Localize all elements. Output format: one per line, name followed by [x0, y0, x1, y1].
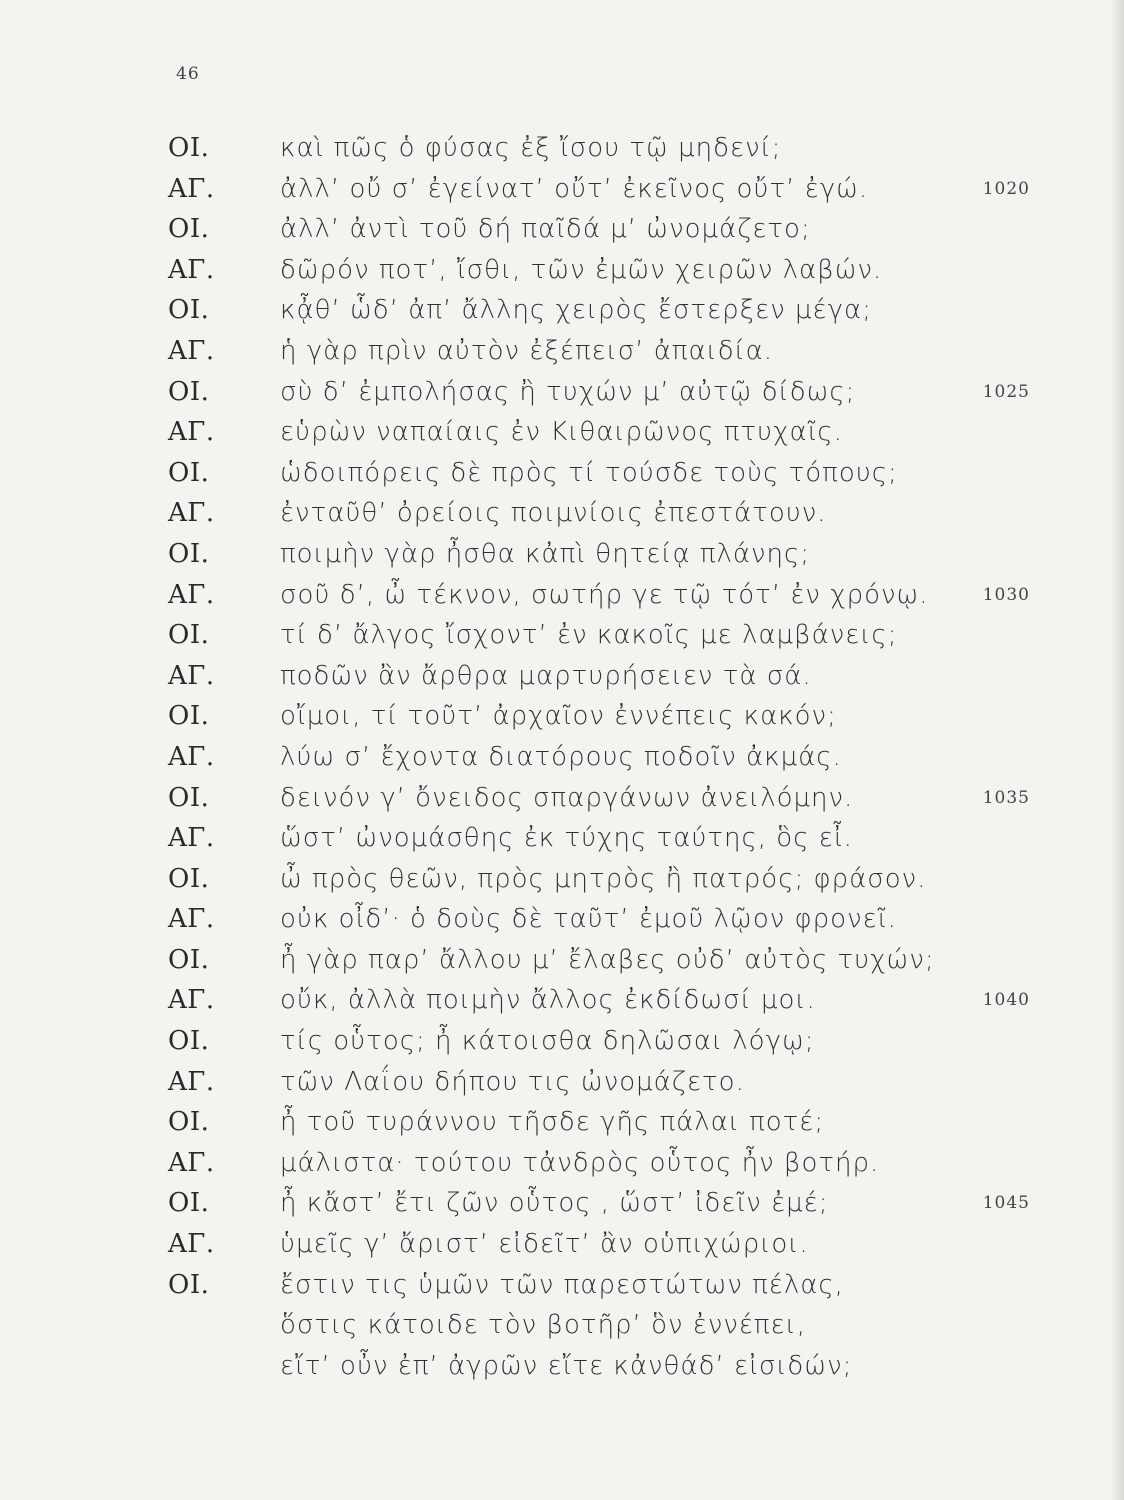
verse-line: [0, 822, 1124, 863]
speaker-label: ΑΓ.: [168, 1066, 215, 1097]
verse-text: λύω σ’ ἔχοντα διατόρους ποδοῖν ἀκμάς.: [280, 741, 842, 772]
verse-line: [0, 863, 1124, 904]
verse-line: [0, 1025, 1124, 1066]
speaker-label: ΟΙ.: [168, 214, 210, 245]
verse-line: [0, 457, 1124, 498]
page-edge-shadow: [1110, 0, 1124, 1500]
verse-line: [0, 619, 1124, 660]
verse-text: ἦ τοῦ τυράννου τῆσδε γῆς πάλαι ποτέ;: [280, 1107, 825, 1138]
verse-text: ἦ κἄστ’ ἔτι ζῶν οὗτος , ὥστ’ ἰδεῖν ἐμέ;: [280, 1188, 829, 1219]
speaker-label: ΟΙ.: [168, 295, 210, 326]
speaker-label: ΟΙ.: [168, 1188, 210, 1219]
verse-line: [0, 1228, 1124, 1269]
verse-line: [0, 660, 1124, 701]
speaker-label: ΑΓ.: [168, 417, 215, 448]
verse-text: ποιμὴν γὰρ ἦσθα κἀπὶ θητείᾳ πλάνης;: [280, 538, 811, 569]
verse-line: [0, 1350, 1124, 1391]
speaker-label: ΑΓ.: [168, 985, 215, 1016]
verse-line: [0, 741, 1124, 782]
speaker-label: ΑΓ.: [168, 579, 215, 610]
verse-line: [0, 294, 1124, 335]
speaker-label: ΟΙ.: [168, 782, 210, 813]
verse-line: [0, 782, 1124, 823]
verse-text: σοῦ δ’, ὦ τέκνον, σωτήρ γε τῷ τότ’ ἐν χρόνῳ.: [280, 579, 929, 610]
verse-line: [0, 700, 1124, 741]
speaker-label: ΑΓ.: [168, 173, 215, 204]
speaker-label: ΟΙ.: [168, 701, 210, 732]
verse-text: ὦ πρὸς θεῶν, πρὸς μητρὸς ἢ πατρός; φράσον.: [280, 863, 927, 894]
verse-line: [0, 254, 1124, 295]
verse-line: [0, 335, 1124, 376]
line-number: 1040: [982, 990, 1030, 1011]
verse-text: τίς οὗτος; ἦ κάτοισθα δηλῶσαι λόγῳ;: [280, 1026, 815, 1057]
verse-text: οἴμοι, τί τοῦτ’ ἀρχαῖον ἐννέπεις κακόν;: [280, 701, 837, 732]
speaker-label: ΑΓ.: [168, 660, 215, 691]
verse-line: [0, 538, 1124, 579]
verse-text: εὑρὼν ναπαίαις ἐν Κιθαιρῶνος πτυχαῖς.: [280, 417, 843, 448]
verse-line: [0, 1187, 1124, 1228]
verse-text: ἔστιν τις ὑμῶν τῶν παρεστώτων πέλας,: [280, 1269, 844, 1300]
verse-block: [0, 132, 1124, 1390]
verse-text: ὅστις κάτοιδε τὸν βοτῆρ’ ὃν ἐννέπει,: [280, 1310, 806, 1341]
line-number: 1030: [982, 584, 1030, 605]
speaker-label: ΟΙ.: [168, 1026, 210, 1057]
speaker-label: ΟΙ.: [168, 1269, 210, 1300]
speaker-label: ΟΙ.: [168, 376, 210, 407]
speaker-label: ΟΙ.: [168, 133, 210, 163]
verse-text: ὡδοιπόρεις δὲ πρὸς τί τούσδε τοὺς τόπους;: [280, 457, 898, 488]
verse-text: ἐνταῦθ’ ὀρείοις ποιμνίοις ἐπεστάτουν.: [280, 498, 827, 529]
verse-text: ὥστ’ ὠνομάσθης ἐκ τύχης ταύτης, ὃς εἶ.: [280, 823, 853, 854]
verse-text: οὔκ, ἀλλὰ ποιμὴν ἄλλος ἐκδίδωσί μοι.: [280, 985, 816, 1016]
speaker-label: ΟΙ.: [168, 457, 210, 488]
verse-line: [0, 376, 1124, 417]
verse-text: κᾆθ’ ὧδ’ ἀπ’ ἄλλης χειρὸς ἔστερξεν μέγα;: [280, 295, 872, 326]
speaker-label: ΑΓ.: [168, 498, 215, 529]
verse-text: ἀλλ’ οὔ σ’ ἐγείνατ’ οὔτ’ ἐκεῖνος οὔτ’ ἐγώ.: [280, 173, 869, 204]
verse-line: [0, 213, 1124, 254]
verse-line: [0, 1106, 1124, 1147]
speaker-label: ΟΙ.: [168, 944, 210, 975]
verse-text: τῶν Λαΐου δήπου τις ὠνομάζετο.: [280, 1066, 745, 1097]
verse-line: [0, 497, 1124, 538]
page-number: 46: [176, 64, 200, 84]
verse-text: ἡ γὰρ πρὶν αὐτὸν ἐξέπεισ’ ἀπαιδία.: [280, 335, 774, 366]
speaker-label: ΟΙ.: [168, 620, 210, 651]
verse-line: [0, 903, 1124, 944]
line-number: 1025: [982, 381, 1030, 402]
verse-text: ἦ γὰρ παρ’ ἄλλου μ’ ἔλαβες οὐδ’ αὐτὸς τυχών;: [280, 944, 935, 975]
verse-line: [0, 1309, 1124, 1350]
verse-line: [0, 984, 1124, 1025]
verse-line: [0, 416, 1124, 457]
verse-text: δεινόν γ’ ὄνειδος σπαργάνων ἀνειλόμην.: [280, 782, 854, 813]
speaker-label: ΟΙ.: [168, 1107, 210, 1138]
verse-line: [0, 1066, 1124, 1107]
verse-text: ἀλλ’ ἀντὶ τοῦ δή παῖδά μ’ ὠνομάζετο;: [280, 214, 811, 245]
verse-text: ποδῶν ἂν ἄρθρα μαρτυρήσειεν τὰ σά.: [280, 660, 812, 691]
verse-line: [0, 944, 1124, 985]
line-number: 1035: [982, 787, 1030, 808]
verse-text: σὺ δ’ ἐμπολήσας ἢ τυχών μ’ αὐτῷ δίδως;: [280, 376, 856, 407]
speaker-label: ΑΓ.: [168, 335, 215, 366]
verse-line: [0, 579, 1124, 620]
verse-text: τί δ’ ἄλγος ἴσχοντ’ ἐν κακοῖς με λαμβάνεις;: [280, 620, 898, 651]
speaker-label: ΑΓ.: [168, 1229, 215, 1260]
line-number: 1020: [982, 178, 1030, 199]
verse-text: εἴτ’ οὖν ἐπ’ ἀγρῶν εἴτε κἀνθάδ’ εἰσιδών;: [280, 1350, 853, 1381]
verse-text: μάλιστα· τούτου τἀνδρὸς οὗτος ἦν βοτήρ.: [280, 1147, 880, 1178]
verse-line: [0, 173, 1124, 214]
line-number: 1045: [982, 1193, 1030, 1214]
verse-text: δῶρόν ποτ’, ἴσθι, τῶν ἐμῶν χειρῶν λαβών.: [280, 254, 883, 285]
speaker-label: ΑΓ.: [168, 1147, 215, 1178]
verse-line: [0, 132, 1124, 173]
verse-text: ὑμεῖς γ’ ἄριστ’ εἰδεῖτ’ ἂν οὑπιχώριοι.: [280, 1229, 809, 1260]
speaker-label: ΑΓ.: [168, 741, 215, 772]
verse-line: [0, 1269, 1124, 1310]
verse-text: οὐκ οἶδ’· ὁ δοὺς δὲ ταῦτ’ ἐμοῦ λῷον φρονεῖ.: [280, 904, 897, 935]
speaker-label: ΟΙ.: [168, 863, 210, 894]
speaker-label: ΑΓ.: [168, 254, 215, 285]
verse-text: καὶ πῶς ὁ φύσας ἐξ ἴσου τῷ μηδενί;: [280, 133, 782, 163]
speaker-label: ΑΓ.: [168, 823, 215, 854]
verse-line: [0, 1147, 1124, 1188]
speaker-label: ΑΓ.: [168, 904, 215, 935]
speaker-label: ΟΙ.: [168, 538, 210, 569]
